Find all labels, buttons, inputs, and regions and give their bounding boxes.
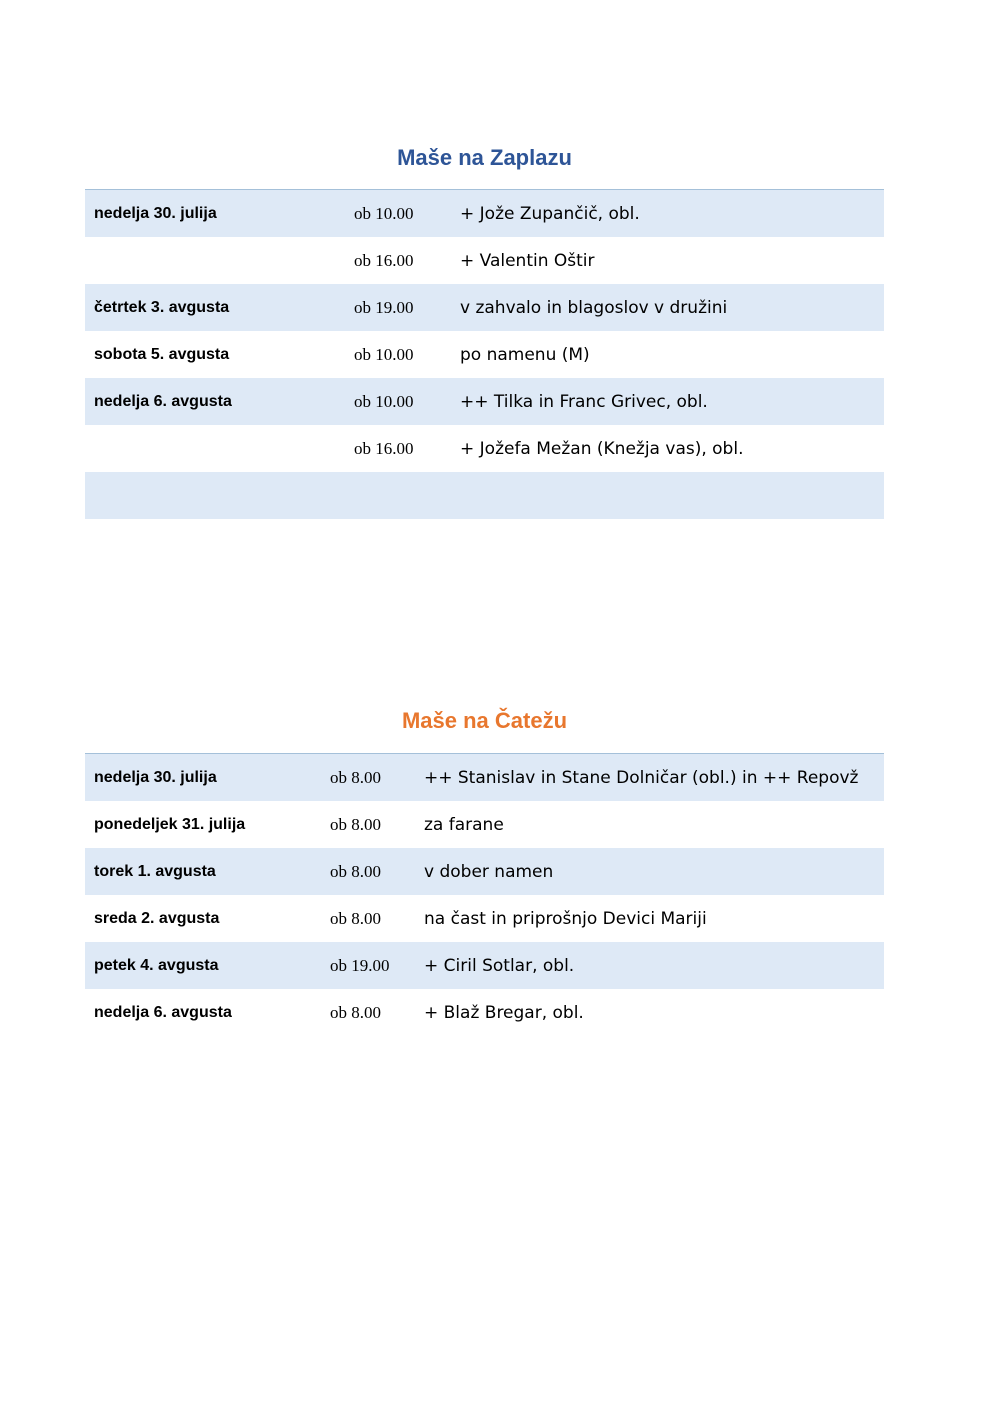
time-cell: ob 8.00 [330, 908, 381, 928]
table-row [85, 284, 884, 331]
table-row [85, 848, 884, 895]
day-cell: nedelja 6. avgusta [94, 392, 232, 410]
table-row [85, 378, 884, 425]
intention-cell: + Jožefa Mežan (Knežja vas), obl. [460, 438, 744, 459]
table-row [85, 237, 884, 284]
day-cell: torek 1. avgusta [94, 862, 216, 880]
intention-cell: + Jože Zupančič, obl. [460, 203, 640, 224]
schedule-table-zaplaz [85, 189, 884, 519]
day-cell: nedelja 6. avgusta [94, 1003, 232, 1021]
table-row [85, 425, 884, 472]
time-cell: ob 16.00 [354, 250, 414, 270]
time-cell: ob 19.00 [330, 955, 390, 975]
intention-cell: + Blaž Bregar, obl. [424, 1002, 584, 1023]
time-cell: ob 8.00 [330, 1002, 381, 1022]
intention-cell: ++ Tilka in Franc Grivec, obl. [460, 391, 708, 412]
intention-cell: + Ciril Sotlar, obl. [424, 955, 575, 976]
intention-cell: za farane [424, 814, 504, 835]
day-cell: ponedeljek 31. julija [94, 815, 246, 833]
table-row [85, 801, 884, 848]
day-cell: petek 4. avgusta [94, 956, 219, 974]
table-row [85, 989, 884, 1036]
table-row-empty [85, 472, 884, 519]
section-catez [85, 703, 884, 1036]
time-cell: ob 10.00 [354, 344, 414, 364]
time-cell: ob 8.00 [330, 767, 381, 787]
section-zaplaz [85, 140, 884, 519]
schedule-table-catez [85, 753, 884, 1036]
time-cell: ob 10.00 [354, 391, 414, 411]
table-row [85, 331, 884, 378]
intention-cell: + Valentin Oštir [460, 250, 595, 271]
intention-cell: ++ Stanislav in Stane Dolničar (obl.) in ++ Repovž [424, 767, 859, 788]
day-cell: četrtek 3. avgusta [94, 298, 230, 316]
time-cell: ob 19.00 [354, 297, 414, 317]
time-cell: ob 8.00 [330, 814, 381, 834]
time-cell: ob 16.00 [354, 438, 414, 458]
day-cell: nedelja 30. julija [94, 204, 217, 222]
day-cell: sreda 2. avgusta [94, 909, 220, 927]
day-cell: nedelja 30. julija [94, 768, 217, 786]
intention-cell: na čast in priprošnjo Devici Mariji [424, 908, 707, 929]
table-row [85, 895, 884, 942]
intention-cell: po namenu (M) [460, 344, 590, 365]
intention-cell: v zahvalo in blagoslov v družini [460, 297, 728, 318]
section-title-catez: Maše na Čatežu [401, 708, 568, 733]
section-title-zaplaz: Maše na Zaplazu [397, 145, 572, 170]
time-cell: ob 8.00 [330, 861, 381, 881]
table-row [85, 754, 884, 801]
day-cell: sobota 5. avgusta [94, 345, 230, 363]
time-cell: ob 10.00 [354, 203, 414, 223]
table-row [85, 190, 884, 237]
intention-cell: v dober namen [424, 861, 554, 882]
table-row [85, 942, 884, 989]
